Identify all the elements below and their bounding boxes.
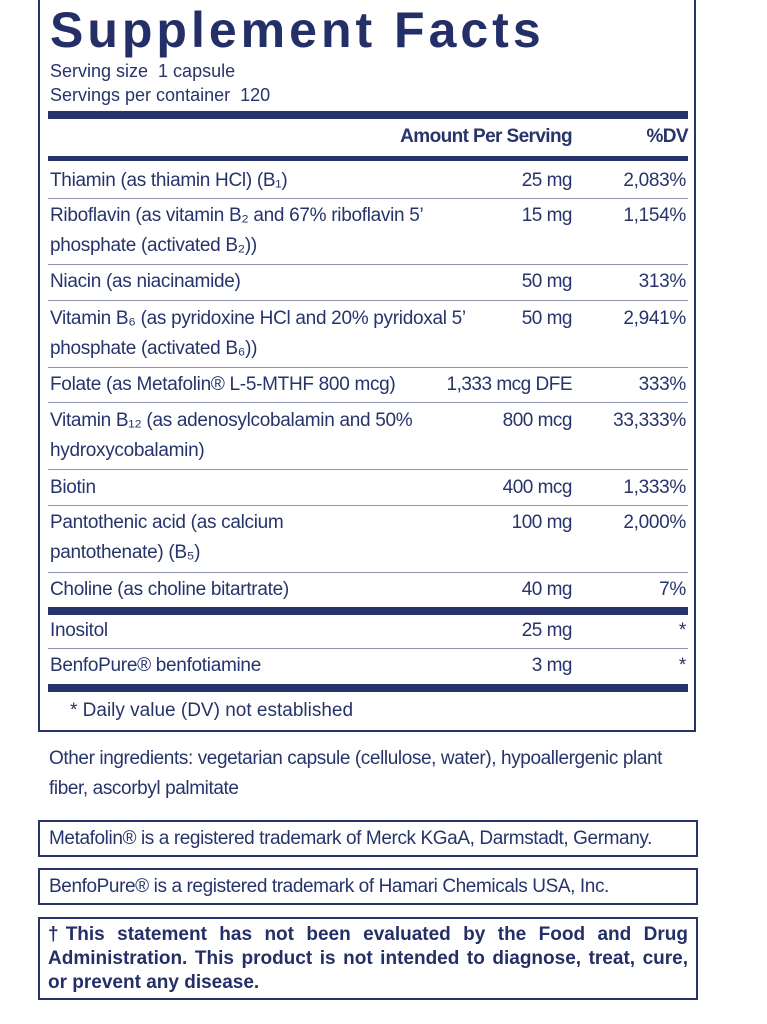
nutrient-amount: 1,333 mcg DFE	[446, 374, 572, 395]
nutrient-dv: 2,941%	[623, 308, 686, 329]
nutrient-name: Niacin (as niacinamide)	[50, 271, 241, 292]
nutrient-amount: 800 mcg	[502, 410, 572, 431]
servings-per-container	[50, 84, 270, 106]
nutrient-name: Choline (as choline bitartrate)	[50, 579, 289, 600]
divider-thick	[48, 111, 688, 119]
servings-per-container-label: Servings per container	[50, 85, 231, 105]
trademark-benfopure: BenfoPure® is a registered trademark of Hamari Chemicals USA, Inc.	[38, 868, 698, 905]
serving-size	[50, 60, 235, 82]
divider-medium	[48, 156, 688, 161]
nutrient-name: Vitamin B₁₂ (as adenosylcobalamin and 50% hydroxycobalamin)	[50, 410, 413, 461]
nutrient-name: Pantothenic acid (as calcium pantothenate) (B₅)	[50, 512, 284, 563]
header-amount-per-serving: Amount Per Serving	[400, 126, 572, 147]
nutrient-amount: 15 mg	[521, 205, 572, 226]
row-divider	[48, 402, 688, 403]
servings-per-container-value: 120	[240, 85, 271, 105]
nutrient-dv: 1,333%	[623, 477, 686, 498]
nutrient-name: Vitamin B₆ (as pyridoxine HCl and 20% pyridoxal 5’ phosphate (activated B₆))	[50, 308, 466, 359]
divider-thick	[48, 607, 688, 615]
nutrient-amount: 50 mg	[521, 308, 572, 329]
nutrient-amount: 400 mcg	[502, 477, 572, 498]
nutrient-amount: 3 mg	[531, 655, 572, 676]
nutrient-dv: 7%	[659, 579, 686, 600]
dv-footnote: * Daily value (DV) not established	[70, 700, 354, 721]
nutrient-name: Biotin	[50, 477, 96, 498]
serving-size-value: 1 capsule	[158, 61, 236, 81]
nutrient-dv: 2,083%	[623, 170, 686, 191]
other-ingredients: Other ingredients: vegetarian capsule (cellulose, water), hypoallergenic plant fiber, ascorbyl palmitate	[49, 748, 663, 799]
nutrient-dv: 2,000%	[623, 512, 686, 533]
nutrient-dv: *	[678, 655, 686, 676]
row-divider	[48, 264, 688, 265]
nutrient-amount: 100 mg	[511, 512, 572, 533]
divider-thick	[48, 684, 688, 692]
row-divider	[48, 505, 688, 506]
nutrient-dv: 1,154%	[623, 205, 686, 226]
row-divider	[48, 300, 688, 301]
supplement-facts-panel	[38, 0, 696, 732]
header-dv: %DV	[646, 126, 688, 147]
row-divider	[48, 469, 688, 470]
nutrient-name: Inositol	[50, 620, 108, 641]
row-divider	[48, 648, 688, 649]
row-divider	[48, 367, 688, 368]
nutrient-name: BenfoPure® benfotiamine	[50, 655, 261, 676]
serving-size-label: Serving size	[50, 61, 149, 81]
nutrient-name: Riboflavin (as vitamin B₂ and 67% riboflavin 5’ phosphate (activated B₂))	[50, 205, 423, 256]
row-divider	[48, 572, 688, 573]
trademark-metafolin: Metafolin® is a registered trademark of Merck KGaA, Darmstadt, Germany.	[38, 820, 698, 857]
nutrient-dv: 33,333%	[613, 410, 686, 431]
nutrient-amount: 50 mg	[521, 271, 572, 292]
row-divider	[48, 198, 688, 199]
fda-disclaimer: †This statement has not been evaluated by the Food and Drug Administration. This product is not intended to diagnose, treat, cure, or prevent any disease.	[38, 917, 698, 1000]
nutrient-name: Thiamin (as thiamin HCl) (B₁)	[50, 170, 288, 191]
nutrient-dv: *	[678, 620, 686, 641]
nutrient-dv: 333%	[638, 374, 686, 395]
nutrient-name: Folate (as Metafolin® L-5-MTHF 800 mcg)	[50, 374, 396, 395]
nutrient-amount: 25 mg	[521, 620, 572, 641]
nutrient-amount: 40 mg	[521, 579, 572, 600]
nutrient-amount: 25 mg	[521, 170, 572, 191]
panel-title: Supplement Facts	[50, 2, 545, 58]
nutrient-dv: 313%	[638, 271, 686, 292]
